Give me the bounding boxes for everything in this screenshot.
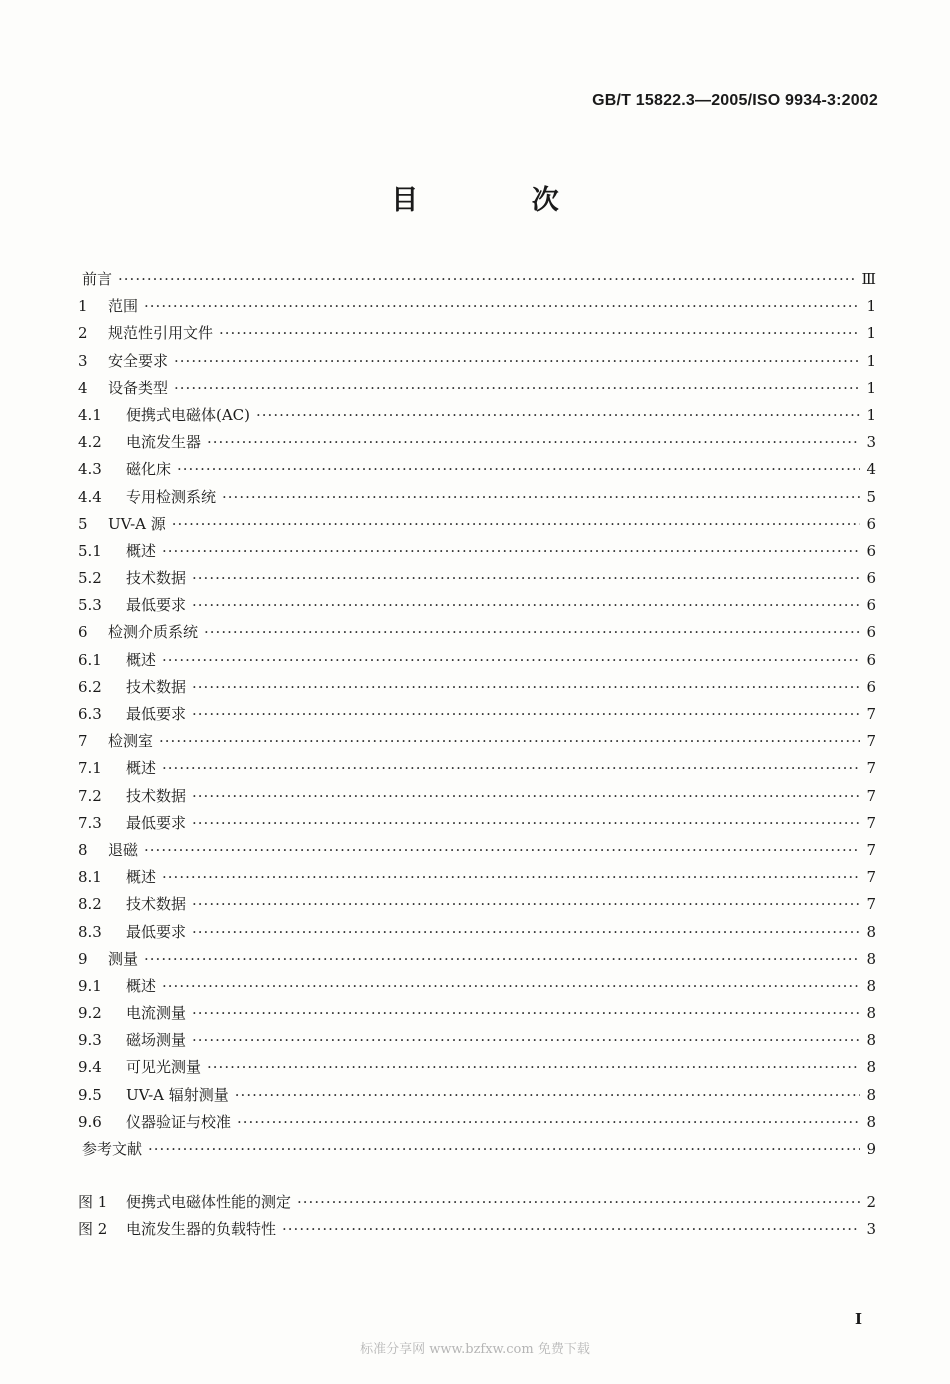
toc-section-number: 4.2 bbox=[78, 433, 102, 452]
toc-section-number: 5 bbox=[78, 514, 88, 533]
toc-entry[interactable] bbox=[78, 1027, 876, 1054]
toc-entry[interactable] bbox=[78, 293, 876, 320]
toc-page-number: 1 bbox=[866, 297, 876, 316]
figure-entry[interactable] bbox=[78, 1216, 876, 1243]
dot-leader bbox=[237, 1109, 860, 1136]
toc-page-number: 8 bbox=[866, 976, 876, 995]
toc-section-number: 8 bbox=[78, 840, 88, 859]
toc-entry[interactable] bbox=[78, 456, 876, 483]
toc-section-number: 9.1 bbox=[78, 976, 102, 995]
dot-leader bbox=[192, 565, 860, 592]
dot-leader bbox=[256, 402, 860, 429]
figure-entry[interactable] bbox=[78, 1189, 876, 1216]
dot-leader bbox=[162, 973, 860, 1000]
dot-leader bbox=[297, 1189, 860, 1216]
toc-page-number: 7 bbox=[866, 840, 876, 859]
toc-section-title: 磁化床 bbox=[126, 460, 172, 479]
toc-page-number: 6 bbox=[866, 623, 876, 642]
toc-section-number: 4.3 bbox=[78, 460, 102, 479]
toc-entry[interactable] bbox=[78, 1054, 876, 1081]
dot-leader bbox=[282, 1216, 860, 1243]
toc-entry[interactable] bbox=[78, 1136, 876, 1163]
toc-section-number: 9.3 bbox=[78, 1031, 102, 1050]
toc-section-title: 磁场测量 bbox=[126, 1031, 187, 1050]
toc-entry[interactable] bbox=[78, 402, 876, 429]
toc-section-title: 规范性引用文件 bbox=[108, 324, 214, 343]
toc-section-number: 5.3 bbox=[78, 596, 102, 615]
toc-section-number: 1 bbox=[78, 297, 88, 316]
toc-page-number: 7 bbox=[866, 895, 876, 914]
toc-entry[interactable] bbox=[78, 674, 876, 701]
dot-leader bbox=[192, 810, 860, 837]
dot-leader bbox=[192, 1027, 860, 1054]
toc-page-number: 6 bbox=[866, 541, 876, 560]
toc-entry[interactable] bbox=[78, 1109, 876, 1136]
toc-section-title: 概述 bbox=[126, 976, 157, 995]
toc-section-number: 9.2 bbox=[78, 1004, 102, 1023]
toc-entry[interactable] bbox=[78, 538, 876, 565]
toc-page-number: 7 bbox=[866, 786, 876, 805]
toc-section-number: 4 bbox=[78, 378, 88, 397]
toc-page-number: 1 bbox=[866, 351, 876, 370]
toc-section-number: 7.1 bbox=[78, 759, 102, 778]
dot-leader bbox=[219, 320, 860, 347]
section-gap bbox=[78, 1163, 876, 1189]
toc-entry[interactable] bbox=[78, 864, 876, 891]
dot-leader bbox=[174, 348, 860, 375]
dot-leader bbox=[192, 1000, 860, 1027]
toc-section-number: 4.1 bbox=[78, 405, 102, 424]
toc-section-title: 安全要求 bbox=[108, 351, 169, 370]
toc-page-number: 8 bbox=[866, 1112, 876, 1131]
toc-section-title: 测量 bbox=[108, 949, 139, 968]
page-number: I bbox=[854, 1310, 862, 1328]
toc-section-title: UV-A 源 bbox=[108, 514, 166, 533]
toc-section-number: 6 bbox=[78, 623, 88, 642]
toc-section-number: 7.2 bbox=[78, 786, 102, 805]
dot-leader bbox=[118, 266, 856, 293]
watermark-text: 标准分享网 www.bzfxw.com 免费下载 bbox=[360, 1342, 590, 1357]
toc-section-title: 便携式电磁体(AC) bbox=[126, 405, 251, 424]
toc-page-number: Ⅲ bbox=[861, 270, 876, 288]
toc-section-number: 9.4 bbox=[78, 1058, 102, 1077]
figure-title: 便携式电磁体性能的测定 bbox=[126, 1193, 292, 1212]
toc-entry[interactable] bbox=[78, 1000, 876, 1027]
toc-entry[interactable] bbox=[78, 375, 876, 402]
toc-section-number: 5.2 bbox=[78, 569, 102, 588]
dot-leader bbox=[162, 647, 860, 674]
toc-entry[interactable] bbox=[78, 973, 876, 1000]
toc-section-title: 设备类型 bbox=[108, 378, 169, 397]
dot-leader bbox=[222, 484, 860, 511]
toc-page-number: 8 bbox=[866, 949, 876, 968]
toc-page-number: 1 bbox=[866, 324, 876, 343]
dot-leader bbox=[177, 456, 860, 483]
toc-section-number: 9.5 bbox=[78, 1085, 102, 1104]
toc-page-number: 7 bbox=[866, 868, 876, 887]
toc-section-number: 7 bbox=[78, 732, 88, 751]
toc-section-title: 最低要求 bbox=[126, 705, 187, 723]
toc-entry[interactable] bbox=[78, 728, 876, 755]
toc-page-number: 6 bbox=[866, 596, 876, 615]
dot-leader bbox=[144, 837, 860, 864]
toc-entry[interactable] bbox=[78, 320, 876, 347]
toc-page-number: 7 bbox=[866, 732, 876, 751]
toc-section-number: 6.2 bbox=[78, 677, 102, 696]
toc-page-number: 3 bbox=[866, 433, 876, 452]
page-title: 目 次 bbox=[391, 185, 611, 216]
toc-entry[interactable] bbox=[78, 701, 876, 728]
toc-section-title: 参考文献 bbox=[82, 1140, 143, 1158]
toc-page-number: 1 bbox=[866, 378, 876, 397]
toc-page-number: 8 bbox=[866, 922, 876, 941]
toc-entry[interactable] bbox=[78, 484, 876, 511]
dot-leader bbox=[162, 864, 860, 891]
table-of-contents bbox=[78, 266, 876, 1244]
toc-page-number: 8 bbox=[866, 1085, 876, 1104]
toc-section-title: 检测室 bbox=[108, 732, 154, 751]
toc-page-number: 9 bbox=[866, 1140, 876, 1158]
toc-entry[interactable] bbox=[78, 619, 876, 646]
toc-section-title: 专用检测系统 bbox=[126, 487, 217, 506]
toc-entry[interactable] bbox=[78, 755, 876, 782]
toc-section-title: 电流测量 bbox=[126, 1004, 187, 1023]
toc-section-number: 5.1 bbox=[78, 541, 102, 560]
toc-page-number: 7 bbox=[866, 813, 876, 832]
toc-section-title: 范围 bbox=[108, 297, 139, 316]
toc-section-title: 仪器验证与校准 bbox=[126, 1112, 232, 1131]
toc-page-number: 6 bbox=[866, 514, 876, 533]
dot-leader bbox=[207, 429, 860, 456]
toc-entry[interactable] bbox=[78, 565, 876, 592]
toc-section-number: 6.3 bbox=[78, 705, 102, 723]
toc-section-number: 2 bbox=[78, 324, 88, 343]
toc-section-title: 电流发生器 bbox=[126, 433, 202, 452]
toc-section-number: 9 bbox=[78, 949, 88, 968]
toc-section-title: 概述 bbox=[126, 868, 157, 887]
toc-entry[interactable] bbox=[78, 647, 876, 674]
toc-page-number: 8 bbox=[866, 1004, 876, 1023]
toc-section-title: 技术数据 bbox=[126, 677, 187, 696]
toc-entry[interactable] bbox=[78, 1082, 876, 1109]
standard-number: GB/T 15822.3—2005/ISO 9934-3:2002 bbox=[592, 92, 878, 109]
toc-entry[interactable] bbox=[78, 837, 876, 864]
toc-page-number: 8 bbox=[866, 1031, 876, 1050]
toc-page-number: 6 bbox=[866, 677, 876, 696]
toc-section-number: 3 bbox=[78, 351, 88, 370]
toc-page-number: 6 bbox=[866, 569, 876, 588]
dot-leader bbox=[192, 674, 860, 701]
toc-section-title: 技术数据 bbox=[126, 569, 187, 588]
dot-leader bbox=[192, 783, 860, 810]
dot-leader bbox=[192, 592, 860, 619]
dot-leader bbox=[207, 1054, 860, 1081]
toc-page-number: 4 bbox=[866, 460, 876, 479]
toc-section-title: 概述 bbox=[126, 759, 157, 778]
toc-entry[interactable] bbox=[78, 429, 876, 456]
toc-section-number: 7.3 bbox=[78, 813, 102, 832]
toc-entry[interactable] bbox=[78, 810, 876, 837]
toc-section-title: 最低要求 bbox=[126, 596, 187, 615]
toc-entry[interactable] bbox=[78, 348, 876, 375]
toc-page-number: 2 bbox=[866, 1193, 876, 1212]
dot-leader bbox=[148, 1136, 860, 1163]
toc-entry[interactable] bbox=[78, 919, 876, 946]
toc-entry[interactable] bbox=[78, 783, 876, 810]
toc-section-title: 最低要求 bbox=[126, 922, 187, 941]
toc-section-number: 8.2 bbox=[78, 895, 102, 914]
toc-entry[interactable] bbox=[78, 511, 876, 538]
toc-page-number: 8 bbox=[866, 1058, 876, 1077]
toc-section-number: 4.4 bbox=[78, 487, 102, 506]
dot-leader bbox=[192, 891, 860, 918]
dot-leader bbox=[192, 919, 860, 946]
toc-page-number: 6 bbox=[866, 650, 876, 669]
toc-entry[interactable] bbox=[78, 946, 876, 973]
toc-page-number: 7 bbox=[866, 759, 876, 778]
toc-page-number: 1 bbox=[866, 405, 876, 424]
toc-page-number: 7 bbox=[866, 705, 876, 723]
toc-page-number: 3 bbox=[866, 1220, 876, 1239]
dot-leader bbox=[159, 728, 860, 755]
dot-leader bbox=[144, 293, 860, 320]
toc-section-title: 概述 bbox=[126, 541, 157, 560]
toc-section-title: 检测介质系统 bbox=[108, 623, 199, 642]
toc-page-number: 5 bbox=[866, 487, 876, 506]
figure-number: 图 2 bbox=[78, 1220, 108, 1239]
toc-section-title: 最低要求 bbox=[126, 813, 187, 832]
figure-number: 图 1 bbox=[78, 1193, 108, 1212]
dot-leader bbox=[174, 375, 860, 402]
dot-leader bbox=[192, 701, 860, 728]
toc-section-number: 6.1 bbox=[78, 650, 102, 669]
toc-section-number: 8.3 bbox=[78, 922, 102, 941]
figure-title: 电流发生器的负载特性 bbox=[126, 1220, 277, 1239]
dot-leader bbox=[172, 511, 860, 538]
dot-leader bbox=[144, 946, 860, 973]
toc-section-number: 9.6 bbox=[78, 1112, 102, 1131]
dot-leader bbox=[162, 755, 860, 782]
dot-leader bbox=[204, 619, 860, 646]
toc-section-title: UV-A 辐射测量 bbox=[126, 1085, 229, 1104]
toc-section-title: 概述 bbox=[126, 650, 157, 669]
toc-section-title: 前言 bbox=[82, 270, 113, 288]
toc-section-title: 可见光测量 bbox=[126, 1058, 202, 1077]
dot-leader bbox=[162, 538, 860, 565]
dot-leader bbox=[235, 1082, 860, 1109]
toc-section-title: 技术数据 bbox=[126, 786, 187, 805]
toc-section-title: 技术数据 bbox=[126, 895, 187, 914]
toc-entry[interactable] bbox=[78, 891, 876, 918]
toc-entry[interactable] bbox=[78, 592, 876, 619]
toc-section-title: 退磁 bbox=[108, 840, 139, 859]
toc-entry[interactable] bbox=[78, 266, 876, 293]
toc-section-number: 8.1 bbox=[78, 868, 102, 887]
